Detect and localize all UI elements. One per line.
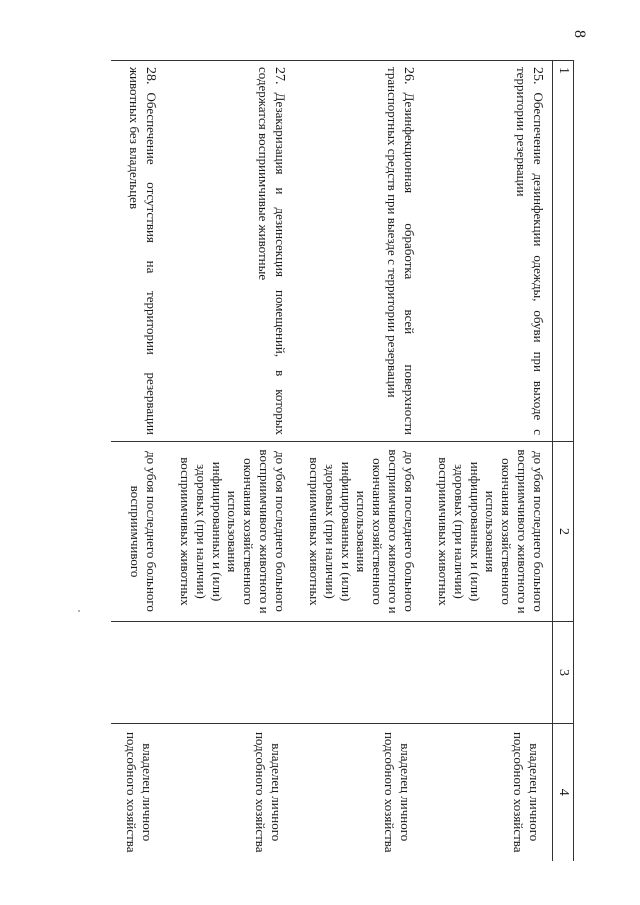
deadline-cell: до убоя последнего больного восприимчивого животного и окончания хозяйственного использования инфицированных и (или) здоровых (при наличии) восприимчивых животных	[294, 442, 423, 622]
row-number: 26.	[400, 67, 416, 85]
action-cell	[165, 61, 294, 442]
deadline-cell: до убоя последнего больного восприимчивого животного и окончания хозяйственного использования инфицированных и (или) здоровых (при наличии) восприимчивых животных	[423, 442, 553, 622]
responsible-cell: владелец личного подсобного хозяйства	[423, 724, 553, 861]
action-cell	[423, 61, 553, 442]
table-row	[294, 61, 423, 861]
action-text: Дезинфекционная обработка всей поверхности транспортных средств при выезде с территории резервации	[384, 67, 417, 435]
table-row	[423, 61, 553, 861]
table-header-row	[553, 61, 574, 861]
page-number: 8	[571, 30, 588, 38]
responsible-cell: владелец личного подсобного хозяйства	[111, 724, 165, 861]
row-number: 25.	[530, 67, 545, 85]
deadline-cell: до убоя последнего больного восприимчивого	[111, 442, 165, 622]
responsible-cell: владелец личного подсобного хозяйства	[165, 724, 294, 861]
action-text: Обеспечение отсутствия на территории резервации животных без владельцев	[126, 67, 159, 435]
responsible-cell: владелец личного подсобного хозяйства	[294, 724, 423, 861]
row-number: 28.	[142, 67, 158, 85]
empty-cell	[294, 622, 423, 724]
deadline-cell: до убоя последнего больного восприимчивого животного и окончания хозяйственного использования инфицированных и (или) здоровых (при наличии) восприимчивых животных	[165, 442, 294, 622]
action-plan-table	[111, 60, 574, 861]
action-cell	[111, 61, 165, 442]
action-text: Дезакаризация и дезинсекция помещений, в которых содержатся восприимчивые животные	[255, 67, 288, 435]
column-header-4: 4	[553, 724, 574, 861]
table-row	[111, 61, 165, 861]
row-number: 27.	[271, 67, 287, 85]
table-row	[165, 61, 294, 861]
empty-cell	[423, 622, 553, 724]
action-text: Обеспечение дезинфекции одежды, обуви при выходе с территории резервации	[513, 67, 546, 435]
column-header-1: 1	[553, 61, 574, 442]
action-cell	[294, 61, 423, 442]
empty-cell	[111, 622, 165, 724]
column-header-2: 2	[553, 442, 574, 622]
column-header-3: 3	[553, 622, 574, 724]
empty-cell	[165, 622, 294, 724]
scan-speck	[78, 610, 80, 612]
